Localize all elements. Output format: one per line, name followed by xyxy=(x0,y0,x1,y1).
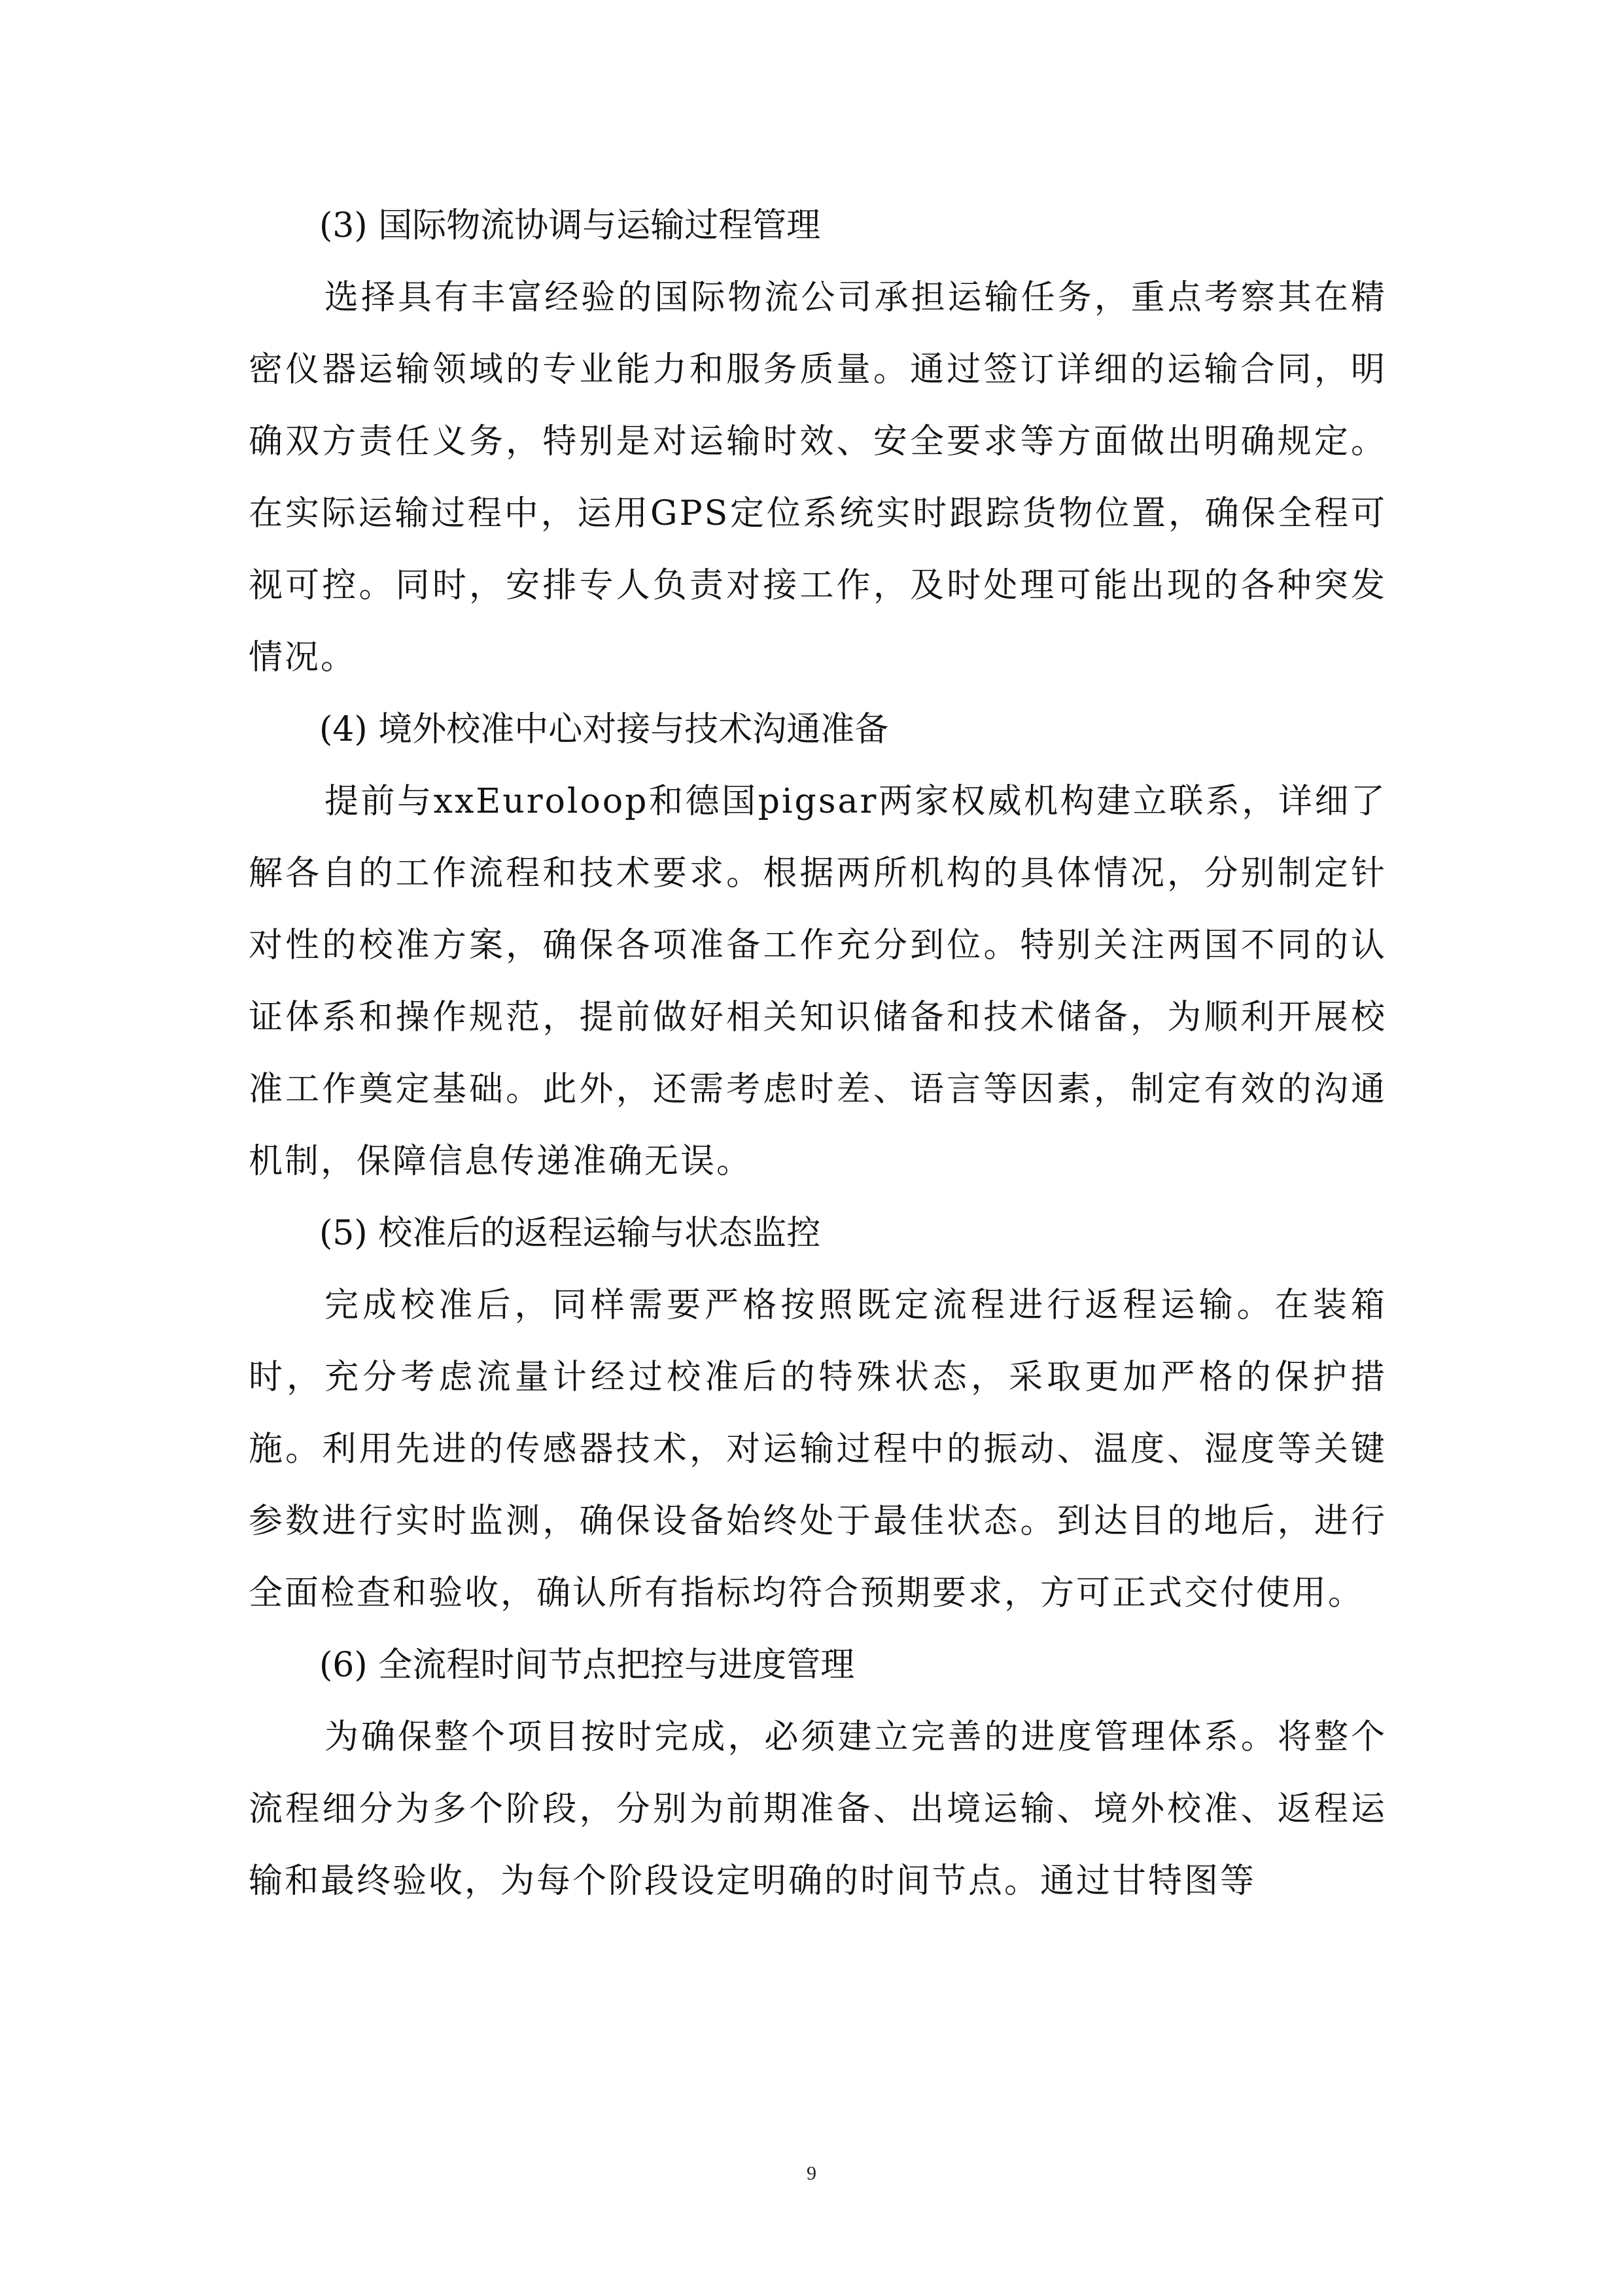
section-5-heading: (5) 校准后的返程运输与状态监控 xyxy=(319,1214,821,1253)
section-6-heading: (6) 全流程时间节点把控与进度管理 xyxy=(319,1646,855,1685)
section-3-heading: (3) 国际物流协调与运输过程管理 xyxy=(319,206,821,245)
section-3-paragraph: 选择具有丰富经验的国际物流公司承担运输任务，重点考察其在精密仪器运输领域的专业能力和服务质量。通过签订详细的运输合同，明确双方责任义务，特别是对运输时效、安全要求等方面做出明确规定。在实际运输过程中，运用GPS定位系统实时跟踪货物位置，确保全程可视可控。同时，安排专人负责对接工作，及时处理可能出现的各种突发情况。 xyxy=(249,278,1387,677)
document-body xyxy=(249,190,1387,1917)
section-5-paragraph: 完成校准后，同样需要严格按照既定流程进行返程运输。在装箱时，充分考虑流量计经过校准后的特殊状态，采取更加严格的保护措施。利用先进的传感器技术，对运输过程中的振动、温度、湿度等关键参数进行实时监测，确保设备始终处于最佳状态。到达目的地后，进行全面检查和验收，确认所有指标均符合预期要求，方可正式交付使用。 xyxy=(249,1286,1387,1613)
section-6-paragraph: 为确保整个项目按时完成，必须建立完善的进度管理体系。将整个流程细分为多个阶段，分别为前期准备、出境运输、境外校准、返程运输和最终验收，为每个阶段设定明确的时间节点。通过甘特图等 xyxy=(249,1718,1387,1901)
section-4-heading: (4) 境外校准中心对接与技术沟通准备 xyxy=(319,710,889,749)
page-number: 9 xyxy=(807,2163,816,2184)
section-4-paragraph: 提前与xxEuroloop和德国pigsar两家权威机构建立联系，详细了解各自的工作流程和技术要求。根据两所机构的具体情况，分别制定针对性的校准方案，确保各项准备工作充分到位。特别关注两国不同的认证体系和操作规范，提前做好相关知识储备和技术储备，为顺利开展校准工作奠定基础。此外，还需考虑时差、语言等因素，制定有效的沟通机制，保障信息传递准确无误。 xyxy=(249,782,1387,1181)
